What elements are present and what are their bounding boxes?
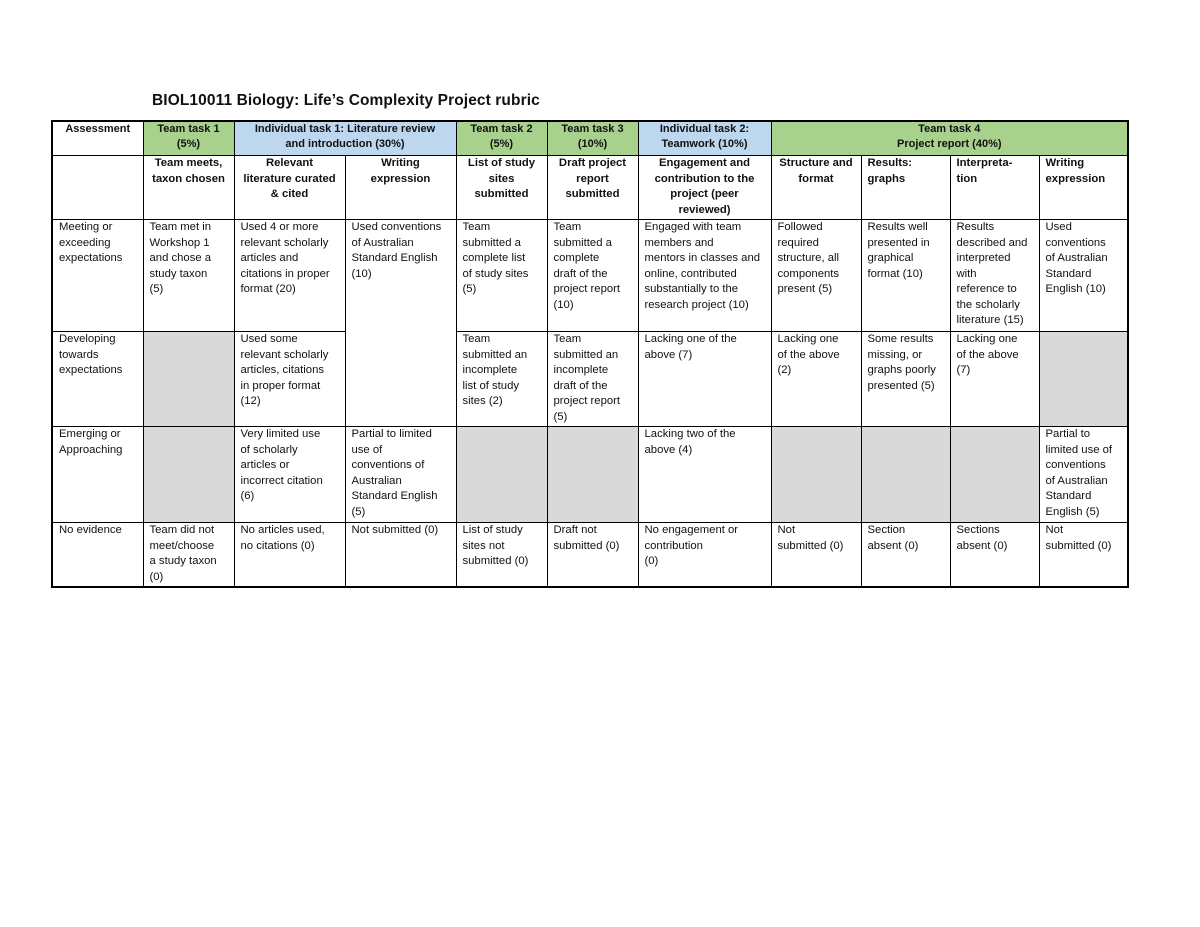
text-line: Team task 1: [157, 123, 220, 135]
text-line: Results well: [867, 221, 928, 233]
criterion-team-meets: [143, 156, 234, 220]
text-line: Standard English: [351, 252, 438, 264]
header-individual-task-2: [638, 121, 771, 156]
text-line: absent (0): [956, 539, 1008, 552]
cell-emerging-c4-shaded: [456, 427, 547, 523]
text-line: graphs poorly: [867, 364, 936, 376]
cell-developing-c2: [234, 332, 345, 427]
text-line: meet/choose: [149, 539, 215, 552]
text-line: conventions: [1045, 459, 1106, 471]
text-line: Used 4 or more: [240, 221, 319, 233]
text-line: (0): [149, 570, 164, 583]
text-line: (10): [351, 267, 372, 280]
text-line: exceeding: [59, 236, 111, 249]
text-line: Writing: [1045, 157, 1085, 169]
text-line: Developing: [59, 333, 116, 345]
text-line: list of study: [462, 379, 520, 392]
text-line: (0): [644, 555, 659, 567]
text-line: above (4): [644, 443, 693, 456]
text-line: Engagement and: [658, 157, 750, 169]
text-line: Team meets,: [154, 157, 223, 169]
text-line: Lacking one: [956, 333, 1018, 345]
cell-emerging-c2: [234, 427, 345, 523]
text-line: submitted: [565, 188, 620, 200]
text-line: Structure and: [779, 157, 853, 169]
text-line: (5): [351, 505, 366, 518]
text-line: submitted a: [553, 236, 612, 249]
text-line: literature curated: [243, 172, 336, 185]
cell-none-c5: [547, 523, 638, 588]
text-line: Relevant: [265, 157, 314, 169]
text-line: Engaged with team: [644, 221, 742, 233]
text-line: articles and: [240, 252, 299, 264]
text-line: (5): [149, 283, 164, 295]
cell-meeting-c7: [771, 220, 861, 332]
cell-meeting-c3: [345, 220, 456, 427]
text-line: project (peer: [670, 188, 739, 200]
text-line: expression: [370, 172, 431, 185]
text-line: Team: [553, 221, 582, 233]
text-line: Writing: [381, 157, 420, 169]
text-line: submitted: [474, 188, 529, 200]
text-line: conventions: [1045, 236, 1106, 249]
level-label-developing: [52, 332, 143, 427]
cell-developing-c6: [638, 332, 771, 427]
text-line: online, contributed: [644, 267, 737, 280]
text-line: relevant scholarly: [240, 236, 329, 249]
text-line: draft of the: [553, 267, 608, 280]
text-line: Not: [1045, 524, 1064, 536]
cell-emerging-c8-shaded: [861, 427, 950, 523]
text-line: of Australian: [1045, 474, 1108, 487]
text-line: submitted an: [462, 348, 528, 361]
text-line: (6): [240, 490, 255, 502]
text-line: towards: [59, 348, 99, 361]
text-line: of the above: [777, 348, 840, 361]
text-line: Not submitted (0): [351, 524, 439, 536]
level-label-no-evidence: [52, 523, 143, 588]
text-line: required: [777, 236, 819, 249]
text-line: reference to: [956, 283, 1017, 295]
text-line: format (20): [240, 283, 296, 295]
text-line: expression: [1045, 172, 1106, 185]
criterion-draft-project-report: [547, 156, 638, 220]
cell-emerging-c9-shaded: [950, 427, 1039, 523]
text-line: Project report (40%): [897, 138, 1002, 150]
header-individual-task-1: [234, 121, 456, 156]
cell-emerging-c10: [1039, 427, 1128, 523]
cell-meeting-c8: [861, 220, 950, 332]
cell-developing-c5: [547, 332, 638, 427]
text-line: incomplete: [462, 364, 518, 376]
text-line: relevant scholarly: [240, 348, 329, 361]
text-line: (2): [777, 364, 792, 376]
cell-developing-c1-shaded: [143, 332, 234, 427]
text-line: research project (10): [644, 298, 749, 311]
criterion-writing-expression-2: [1039, 156, 1128, 220]
text-line: Team task 2: [470, 123, 533, 135]
text-line: Workshop 1: [149, 236, 210, 249]
criterion-structure-format: [771, 156, 861, 220]
text-line: (7): [956, 364, 971, 376]
text-line: Partial to limited: [351, 428, 432, 440]
cell-developing-c10-shaded: [1039, 332, 1128, 427]
text-line: Australian: [351, 474, 402, 487]
text-line: presented in: [867, 236, 930, 249]
text-line: Individual task 2:: [659, 123, 750, 135]
criterion-results-graphs: [861, 156, 950, 220]
text-line: Approaching: [59, 443, 123, 456]
text-line: project report: [553, 283, 621, 295]
text-line: graphical: [867, 252, 914, 264]
text-line: Sections: [956, 524, 1000, 536]
cell-emerging-c6: [638, 427, 771, 523]
text-line: expectations: [59, 252, 123, 264]
text-line: & cited: [270, 188, 309, 200]
text-line: Emerging or: [59, 428, 121, 440]
criteria-empty-cell: [52, 156, 143, 220]
row-no-evidence: [52, 523, 1128, 588]
text-line: present (5): [777, 283, 833, 295]
text-line: Interpreta-: [956, 157, 1013, 169]
text-line: tion: [956, 172, 978, 185]
cell-none-c1: [143, 523, 234, 588]
text-line: a study taxon: [149, 555, 217, 567]
cell-meeting-c1: [143, 220, 234, 332]
level-label-meeting: [52, 220, 143, 332]
cell-meeting-c6: [638, 220, 771, 332]
rubric-table: [51, 120, 1129, 588]
text-line: sites not: [462, 539, 505, 552]
cell-emerging-c1-shaded: [143, 427, 234, 523]
text-line: members and: [644, 236, 714, 249]
cell-none-c3: [345, 523, 456, 588]
text-line: Team: [462, 221, 491, 233]
text-line: literature (15): [956, 314, 1024, 326]
text-line: Lacking one of the: [644, 333, 737, 345]
criteria-row: [52, 156, 1128, 220]
cell-none-c9: [950, 523, 1039, 588]
header-team-task-3: [547, 121, 638, 156]
cell-meeting-c2: [234, 220, 345, 332]
text-line: no citations (0): [240, 539, 315, 552]
text-line: Teamwork (10%): [661, 138, 748, 150]
text-line: Draft project: [558, 157, 627, 169]
header-team-task-1: [143, 121, 234, 156]
text-line: Section: [867, 524, 906, 536]
text-line: Lacking one: [777, 333, 839, 345]
text-line: List of study: [462, 524, 523, 536]
text-line: Partial to: [1045, 428, 1091, 440]
text-line: (10): [553, 298, 574, 311]
criterion-interpretation: [950, 156, 1039, 220]
text-line: submitted (0): [462, 555, 529, 567]
text-line: format: [798, 172, 834, 185]
text-line: contribution to the: [654, 172, 755, 185]
text-line: use of: [351, 443, 383, 456]
text-line: submitted an: [553, 348, 619, 361]
text-line: Team: [553, 333, 582, 345]
text-line: (10%): [577, 138, 608, 150]
text-line: Draft not: [553, 524, 597, 536]
row-meeting-expectations: [52, 220, 1128, 332]
cell-meeting-c10: [1039, 220, 1128, 332]
text-line: No articles used,: [240, 524, 325, 536]
text-line: graphs: [867, 172, 906, 185]
text-line: and chose a: [149, 252, 212, 264]
cell-emerging-c3: [345, 427, 456, 523]
text-line: Meeting or: [59, 221, 113, 233]
header-team-task-2: [456, 121, 547, 156]
cell-developing-c8: [861, 332, 950, 427]
text-line: of study sites: [462, 267, 529, 280]
text-line: Individual task 1: Literature review: [254, 123, 436, 135]
text-line: of Australian: [1045, 252, 1108, 264]
text-line: absent (0): [867, 539, 919, 552]
cell-none-c2: [234, 523, 345, 588]
text-line: of Australian: [351, 236, 414, 249]
cell-none-c4: [456, 523, 547, 588]
text-line: articles, citations: [240, 364, 325, 376]
cell-none-c7: [771, 523, 861, 588]
text-line: and introduction (30%): [285, 138, 405, 150]
header-team-task-4: [771, 121, 1128, 156]
text-line: report: [576, 172, 609, 185]
text-line: No engagement or: [644, 524, 739, 536]
text-line: (12): [240, 395, 261, 407]
text-line: described and: [956, 236, 1028, 249]
text-line: Results:: [867, 157, 913, 169]
text-line: Team: [462, 333, 491, 345]
cell-none-c10: [1039, 523, 1128, 588]
row-developing: [52, 332, 1128, 427]
level-label-emerging: [52, 427, 143, 523]
text-line: contribution: [644, 539, 703, 552]
cell-meeting-c9: [950, 220, 1039, 332]
cell-meeting-c5: [547, 220, 638, 332]
cell-none-c6: [638, 523, 771, 588]
text-line: expectations: [59, 364, 123, 376]
criterion-engagement: [638, 156, 771, 220]
text-line: interpreted: [956, 252, 1011, 264]
text-line: Team task 3: [561, 123, 624, 135]
text-line: missing, or: [867, 348, 923, 361]
text-line: sites: [488, 172, 515, 185]
text-line: above (7): [644, 348, 693, 361]
text-line: mentors in classes and: [644, 252, 761, 264]
text-line: List of study: [467, 157, 536, 169]
text-line: submitted (0): [777, 539, 844, 552]
cell-none-c8: [861, 523, 950, 588]
text-line: incorrect citation: [240, 474, 323, 487]
text-line: with: [956, 267, 977, 280]
text-line: Some results: [867, 333, 934, 345]
text-line: Standard: [1045, 267, 1092, 280]
text-line: (5): [553, 410, 568, 423]
text-line: study taxon: [149, 267, 208, 280]
text-line: Followed: [777, 221, 823, 233]
text-line: Standard: [1045, 490, 1092, 502]
text-line: Team did not: [149, 524, 215, 536]
text-line: English (5): [1045, 505, 1100, 518]
cell-developing-c9: [950, 332, 1039, 427]
text-line: (5): [462, 283, 477, 295]
text-line: (5%): [176, 138, 201, 150]
criterion-list-of-study-sites: [456, 156, 547, 220]
text-line: incomplete: [553, 364, 609, 376]
text-line: components: [777, 267, 840, 280]
text-line: Team met in: [149, 221, 212, 233]
text-line: Lacking two of the: [644, 428, 736, 440]
text-line: submitted (0): [553, 539, 620, 552]
text-line: conventions of: [351, 459, 425, 471]
text-line: Used some: [240, 333, 298, 345]
text-line: substantially to the: [644, 283, 739, 295]
text-line: No evidence: [59, 524, 122, 536]
row-emerging: [52, 427, 1128, 523]
text-line: of the above: [956, 348, 1019, 361]
text-line: (5%): [489, 138, 514, 150]
header-assessment: Assessment: [52, 121, 143, 156]
text-line: Not: [777, 524, 796, 536]
text-line: reviewed): [678, 203, 731, 216]
text-line: presented (5): [867, 379, 935, 392]
text-line: in proper format: [240, 379, 321, 392]
text-line: Used conventions: [351, 221, 442, 233]
cell-emerging-c7-shaded: [771, 427, 861, 523]
text-line: Very limited use: [240, 428, 321, 440]
cell-emerging-c5-shaded: [547, 427, 638, 523]
text-line: submitted a: [462, 236, 521, 249]
text-line: the scholarly: [956, 298, 1020, 311]
text-line: of scholarly: [240, 443, 298, 456]
cell-developing-c4: [456, 332, 547, 427]
criterion-writing-expression-1: [345, 156, 456, 220]
cell-meeting-c4: [456, 220, 547, 332]
text-line: project report: [553, 395, 621, 407]
text-line: articles or: [240, 459, 290, 471]
text-line: Used: [1045, 221, 1072, 233]
text-line: structure, all: [777, 252, 840, 264]
text-line: complete: [553, 252, 600, 264]
text-line: Team task 4: [918, 123, 981, 135]
cell-developing-c7: [771, 332, 861, 427]
text-line: Standard English: [351, 490, 438, 502]
text-line: taxon chosen: [152, 172, 225, 185]
text-line: format (10): [867, 267, 923, 280]
text-line: sites (2): [462, 395, 503, 407]
text-line: complete list: [462, 252, 526, 264]
text-line: limited use of: [1045, 443, 1113, 456]
text-line: citations in proper: [240, 267, 330, 280]
criterion-relevant-literature: [234, 156, 345, 220]
text-line: Results: [956, 221, 995, 233]
text-line: submitted (0): [1045, 539, 1112, 552]
text-line: English (10): [1045, 283, 1106, 295]
text-line: draft of the: [553, 379, 608, 392]
header-row: [52, 121, 1128, 156]
document-title: BIOL10011 Biology: Life’s Complexity Project rubric: [152, 92, 540, 109]
